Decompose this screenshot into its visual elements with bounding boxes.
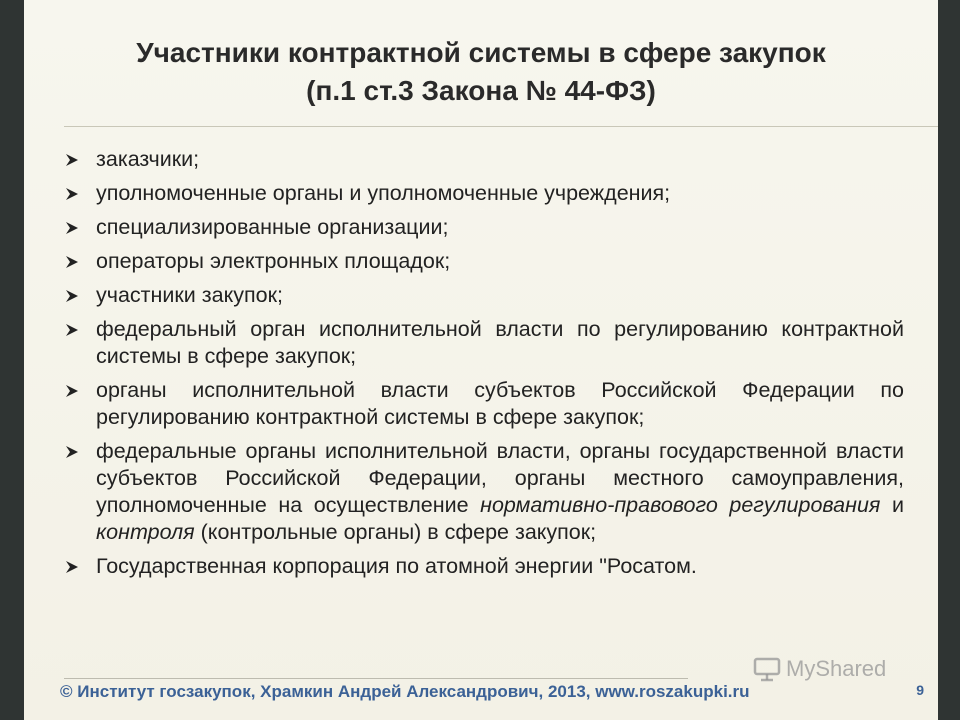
list-item-text-part: и — [880, 493, 904, 517]
list-item — [62, 438, 904, 546]
participants-list — [62, 146, 904, 587]
list-item-text: заказчики; — [96, 147, 200, 171]
list-item-text — [96, 439, 904, 544]
list-item — [62, 553, 904, 580]
page-number: 9 — [916, 682, 924, 698]
list-item — [62, 214, 904, 241]
slide — [24, 0, 938, 720]
arrow-bullet-icon — [62, 146, 84, 173]
arrow-bullet-icon — [62, 248, 84, 275]
arrow-bullet-icon — [62, 438, 84, 465]
list-item-text: федеральный орган исполнительной власти по регулированию контрактной системы в сфере закупок; — [96, 317, 904, 368]
list-item-emphasis: нормативно-правового регулирования — [480, 493, 881, 517]
title-line-2: (п.1 ст.3 Закона № 44-ФЗ) — [306, 75, 656, 106]
list-item — [62, 316, 904, 370]
arrow-bullet-icon — [62, 553, 84, 580]
list-item-text: органы исполнительной власти субъектов Российской Федерации по регулированию контрактной системы в сфере закупок; — [96, 378, 904, 429]
slide-title — [24, 34, 938, 110]
list-item-text: участники закупок; — [96, 283, 283, 307]
watermark — [752, 656, 886, 682]
list-item-text: уполномоченные органы и уполномоченные учреждения; — [96, 181, 671, 205]
arrow-bullet-icon — [62, 282, 84, 309]
list-item-text-part: федеральные органы исполнительной власти, органы государственной власти субъектов Российской Федерации, органы местного самоуправления, уполномоченные на осуществление — [96, 439, 904, 517]
title-line-1: Участники контрактной системы в сфере закупок — [136, 37, 826, 68]
list-item — [62, 146, 904, 173]
list-item — [62, 248, 904, 275]
footer-copyright: © Институт госзакупок, Храмкин Андрей Александрович, 2013, www.roszakupki.ru — [60, 682, 750, 701]
list-item-text-part: (контрольные органы) в сфере закупок; — [194, 520, 597, 544]
arrow-bullet-icon — [62, 377, 84, 404]
arrow-bullet-icon — [62, 214, 84, 241]
arrow-bullet-icon — [62, 180, 84, 207]
title-divider — [64, 126, 938, 127]
list-item-text: операторы электронных площадок; — [96, 249, 451, 273]
list-item — [62, 180, 904, 207]
arrow-bullet-icon — [62, 316, 84, 343]
list-item-text: Государственная корпорация по атомной энергии "Росатом. — [96, 554, 697, 578]
watermark-text: MyShared — [786, 656, 887, 681]
presentation-icon — [752, 656, 782, 682]
list-item — [62, 282, 904, 309]
list-item — [62, 377, 904, 431]
footer-divider — [64, 678, 688, 679]
list-item-emphasis: контроля — [96, 520, 195, 544]
list-item-text: специализированные организации; — [96, 215, 449, 239]
